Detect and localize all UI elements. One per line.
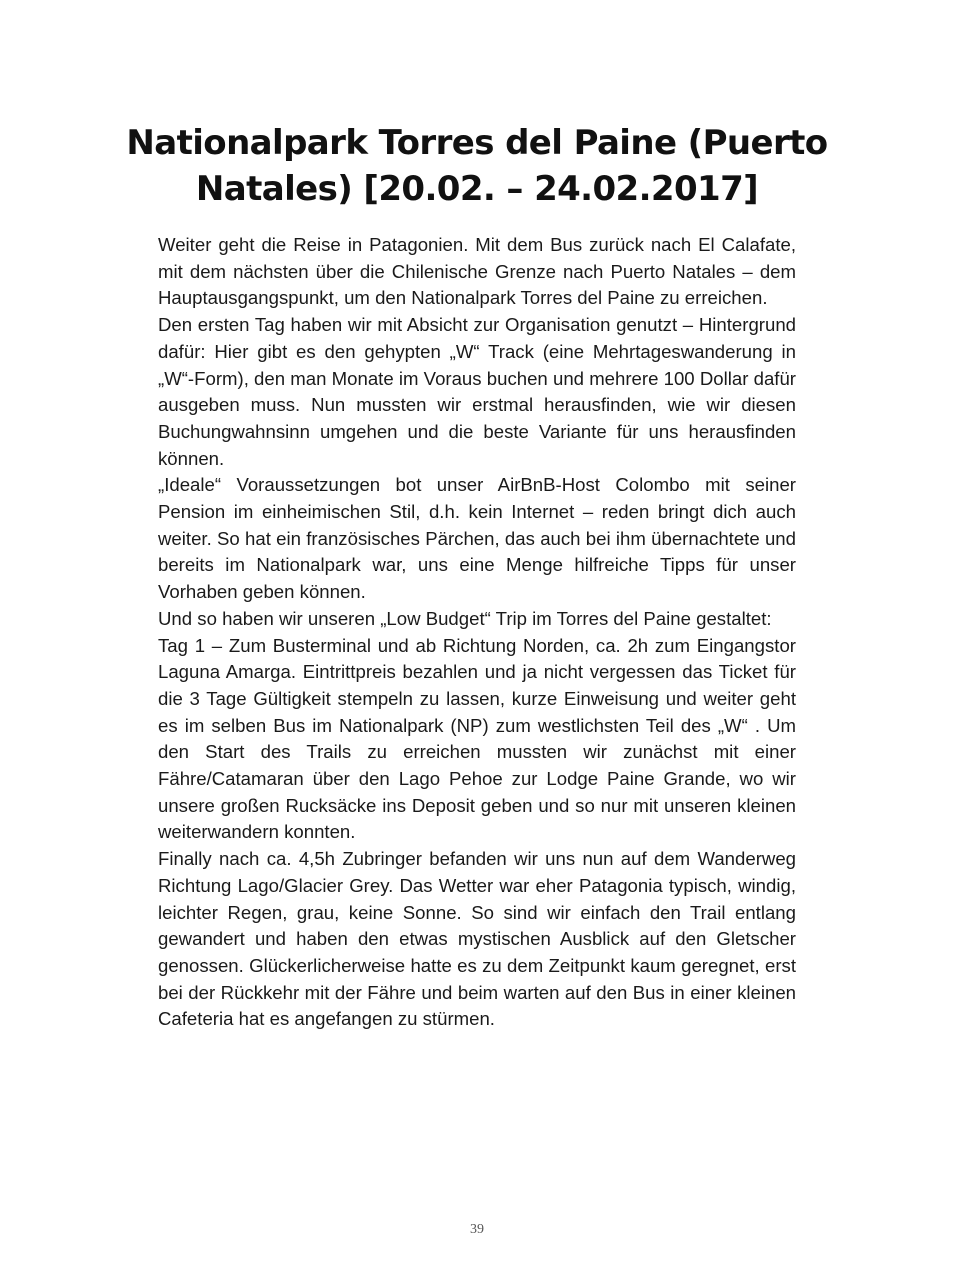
paragraph-low-budget-trip: Und so haben wir unseren „Low Budget“ Trip im Torres del Paine gestaltet: [158,607,772,629]
paragraph-intro: Weiter geht die Reise in Patagonien. Mit dem Bus zurück nach El Calafate, mit dem nächsten über die Chilenische Grenze nach Puerto Natales – dem Hauptausgangspunkt, um den Nationalpark Torres del Paine zu erreichen. [158,234,796,309]
paragraph-organisation: Den ersten Tag haben wir mit Absicht zur Organisation genutzt – Hintergrund dafür: Hier gibt es den gehypten „W“ Track (eine Mehrtageswanderung in „W“-Form), den man Monate im Voraus buchen und mehrere 100 Dollar dafür ausgeben muss. Nun mussten wir erstmal herausfinden, wie wir diesen Buchungwahnsinn umgehen und die beste Variante für uns herausfinden können. [158,314,796,469]
body-text [158,232,796,1033]
page-number: 39 [470,1222,484,1237]
paragraph-day-1: Tag 1 – Zum Busterminal und ab Richtung Norden, ca. 2h zum Eingangstor Laguna Amarga. Eintrittpreis bezahlen und ja nicht vergessen das Ticket für die 3 Tage Gültigkeit stempeln zu lassen, kurze Einweisung und weiter geht es im selben Bus im Nationalpark (NP) zum westlichsten Teil des „W“ . Um den Start des Trails zu erreichen mussten wir zunächst mit einer Fähre/Catamaran über den Lago Pehoe zur Lodge Paine Grande, wo wir unsere großen Rucksäcke ins Deposit geben und so nur mit unseren kleinen weiterwandern konnten. [158,634,796,843]
paragraph-glacier-grey: Finally nach ca. 4,5h Zubringer befanden wir uns nun auf dem Wanderweg Richtung Lago/Glacier Grey. Das Wetter war eher Patagonia typisch, windig, leichter Regen, grau, keine Sonne. So sind wir einfach den Trail entlang gewandert und haben den etwas mystischen Ausblick auf den Gletscher genossen. Glückerlicherweise hatte es zu dem Zeitpunkt kaum geregnet, erst bei der Rückkehr mit der Fähre und beim warten auf den Bus in einer kleinen Cafeteria hat es angefangen zu stürmen. [158,848,796,1030]
paragraph-airbnb-host: „Ideale“ Voraussetzungen bot unser AirBnB-Host Colombo mit seiner Pension im einheimischen Stil, d.h. kein Internet – reden bringt dich auch weiter. So hat ein französisches Pärchen, das auch bei ihm übernachtete und bereits im Nationalpark war, uns eine Menge hilfreiche Tipps für unser Vorhaben geben können. [158,474,796,603]
page-title: Nationalpark Torres del Paine (Puerto Natales) [20.02. – 24.02.2017] [126,123,828,209]
